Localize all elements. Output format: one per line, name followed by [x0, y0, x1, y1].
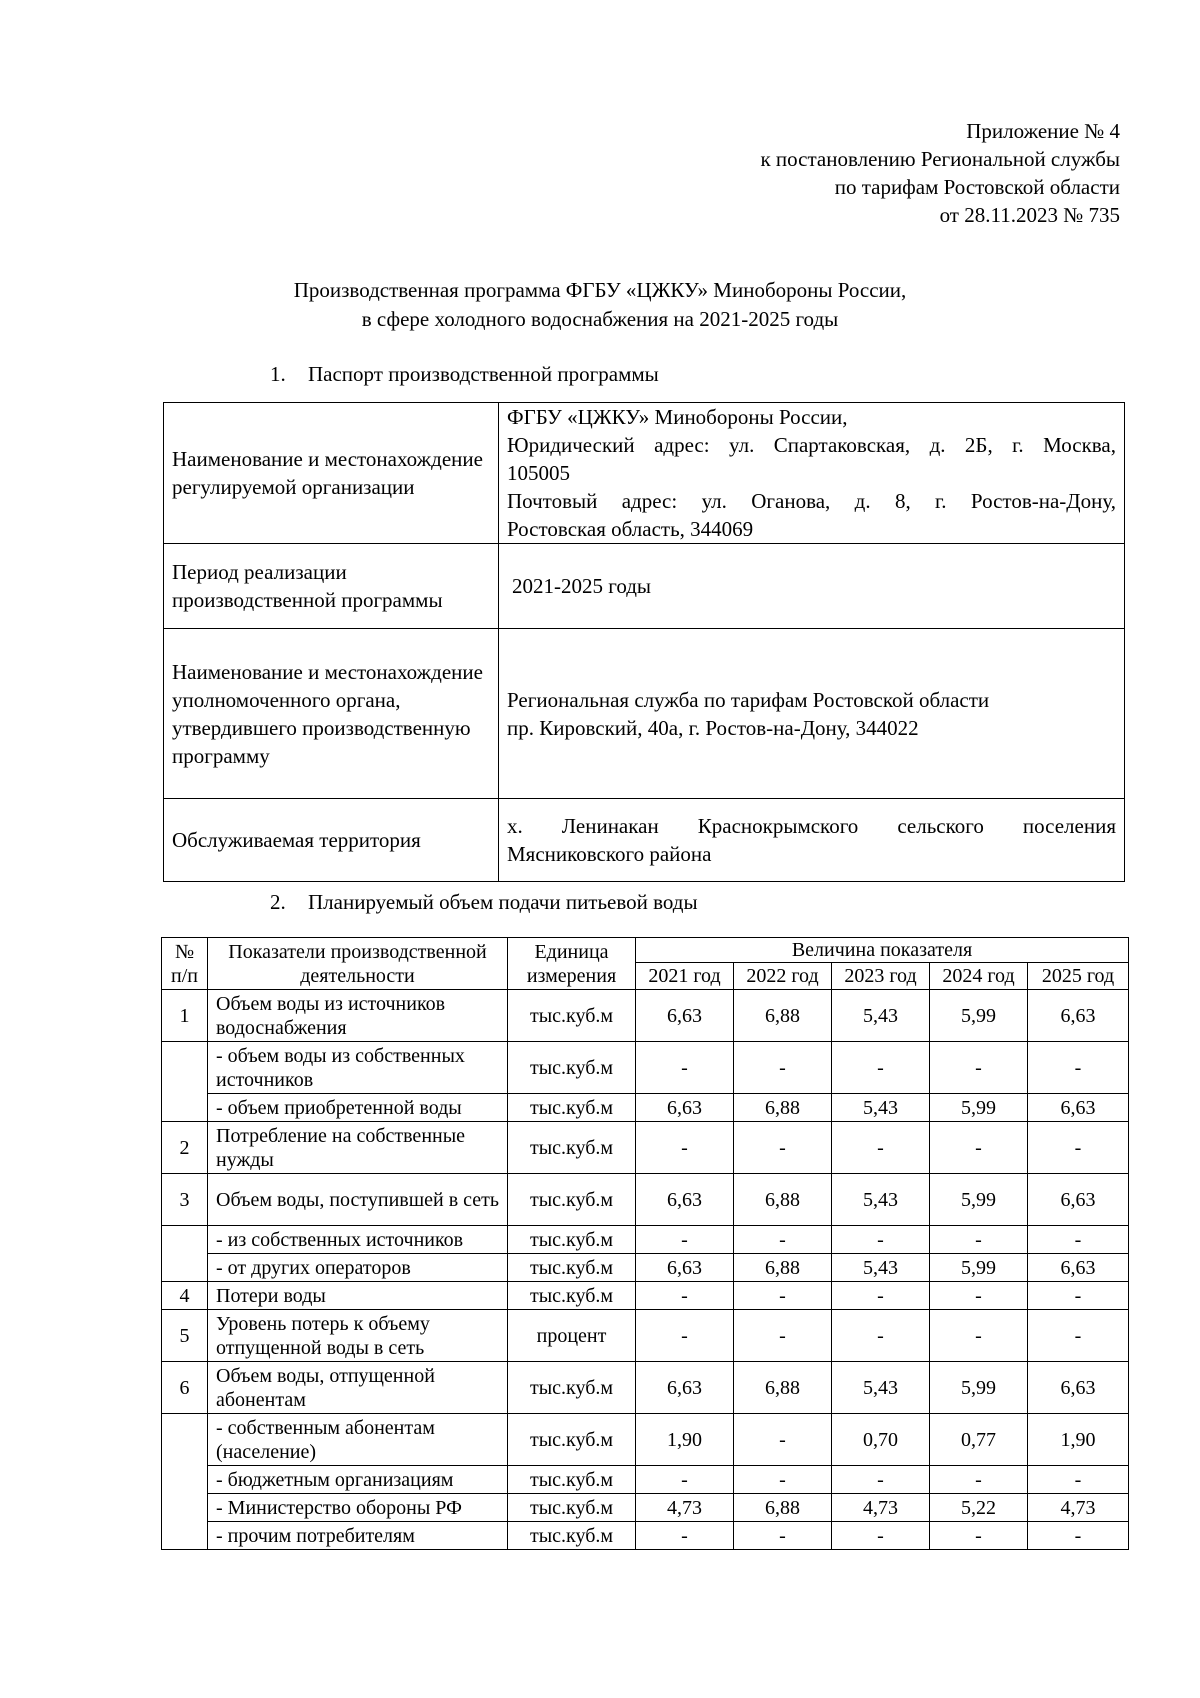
row-value: 1,90 — [1028, 1414, 1129, 1466]
row-unit: процент — [508, 1310, 636, 1362]
row-value: 5,99 — [930, 1094, 1028, 1122]
row-unit: тыс.куб.м — [508, 1174, 636, 1226]
row-value: 5,99 — [930, 1174, 1028, 1226]
section-2-number: 2. — [270, 890, 286, 914]
row-value: 6,63 — [636, 1094, 734, 1122]
row-indicator: - Министерство обороны РФ — [208, 1494, 508, 1522]
row-value: 6,63 — [636, 1174, 734, 1226]
row-indicator: Объем воды из источников водоснабжения — [208, 990, 508, 1042]
row-value: - — [1028, 1466, 1129, 1494]
row-value: 6,63 — [1028, 1094, 1129, 1122]
document-title-line-2: в сфере холодного водоснабжения на 2021-2025 годы — [361, 307, 839, 331]
row-value: - — [930, 1310, 1028, 1362]
row-unit: тыс.куб.м — [508, 1226, 636, 1254]
row-indicator: Потребление на собственные нужды — [208, 1122, 508, 1174]
row-number: 4 — [162, 1282, 208, 1310]
row-value: 6,88 — [734, 1094, 832, 1122]
row-value: 5,99 — [930, 1362, 1028, 1414]
row-value: - — [930, 1226, 1028, 1254]
section-2-title: Планируемый объем подачи питьевой воды — [308, 890, 698, 914]
legal-address: Юридический адрес: ул. Спартаковская, д. 2Б, г. Москва, — [507, 433, 1116, 457]
row-value: - — [734, 1122, 832, 1174]
row-value: 5,43 — [832, 1094, 930, 1122]
row-value: - — [832, 1042, 930, 1094]
row-value: - — [734, 1042, 832, 1094]
passport-row-authority — [164, 629, 1125, 799]
appendix-date: от 28.11.2023 № 735 — [939, 203, 1120, 227]
row-value: - — [636, 1466, 734, 1494]
row-value: 6,88 — [734, 1254, 832, 1282]
row-value: 5,43 — [832, 990, 930, 1042]
row-indicator: Объем воды, поступившей в сеть — [208, 1174, 508, 1226]
row-indicator: - от других операторов — [208, 1254, 508, 1282]
section-1-number: 1. — [270, 362, 286, 386]
row-unit: тыс.куб.м — [508, 1254, 636, 1282]
passport-label: Наименование и местонахождение уполномоченного органа, утвердившего производственную программу — [164, 629, 499, 799]
document-title — [0, 276, 1200, 334]
row-indicator: - собственным абонентам (население) — [208, 1414, 508, 1466]
row-value: - — [734, 1522, 832, 1550]
row-value: - — [636, 1522, 734, 1550]
table-row — [162, 1254, 1129, 1282]
row-value: 4,73 — [832, 1494, 930, 1522]
row-value: - — [930, 1466, 1028, 1494]
row-indicator: Объем воды, отпущенной абонентам — [208, 1362, 508, 1414]
table-row — [162, 1310, 1129, 1362]
table-header-row — [162, 938, 1129, 963]
passport-table — [163, 402, 1125, 882]
column-header-year: 2021 год — [636, 963, 734, 990]
row-value: 1,90 — [636, 1414, 734, 1466]
row-value: 6,63 — [636, 1254, 734, 1282]
passport-value-organization — [499, 403, 1125, 544]
row-value: - — [1028, 1522, 1129, 1550]
row-value: 6,63 — [1028, 990, 1129, 1042]
passport-value-period: 2021-2025 годы — [499, 544, 1125, 629]
row-value: - — [734, 1282, 832, 1310]
row-value: - — [930, 1042, 1028, 1094]
row-number — [162, 1042, 208, 1122]
section-1-title: Паспорт производственной программы — [308, 362, 659, 386]
row-value: - — [734, 1466, 832, 1494]
row-unit: тыс.куб.м — [508, 990, 636, 1042]
table-row — [162, 1414, 1129, 1466]
organization-name: ФГБУ «ЦЖКУ» Минобороны России, — [507, 405, 848, 429]
authority-address: пр. Кировский, 40а, г. Ростов-на-Дону, 344022 — [507, 715, 919, 740]
column-header-year: 2025 год — [1028, 963, 1129, 990]
table-row — [162, 1122, 1129, 1174]
row-value: - — [930, 1282, 1028, 1310]
column-header-value-group: Величина показателя — [636, 938, 1129, 963]
table-row — [162, 1174, 1129, 1226]
row-number — [162, 1414, 208, 1550]
row-value: 5,99 — [930, 1254, 1028, 1282]
passport-row-territory — [164, 799, 1125, 882]
table-row — [162, 990, 1129, 1042]
section-1-heading — [270, 361, 659, 387]
row-indicator: - прочим потребителям — [208, 1522, 508, 1550]
row-indicator: Потери воды — [208, 1282, 508, 1310]
row-value: 6,63 — [1028, 1362, 1129, 1414]
row-value: 6,63 — [636, 990, 734, 1042]
territory-line-2: Мясниковского района — [507, 842, 712, 866]
row-value: 5,99 — [930, 990, 1028, 1042]
row-value: - — [734, 1310, 832, 1362]
row-number: 3 — [162, 1174, 208, 1226]
row-value: - — [832, 1522, 930, 1550]
row-value: - — [636, 1226, 734, 1254]
row-unit: тыс.куб.м — [508, 1094, 636, 1122]
row-value: 6,88 — [734, 1174, 832, 1226]
row-value: - — [832, 1122, 930, 1174]
row-number: 1 — [162, 990, 208, 1042]
row-number: 6 — [162, 1362, 208, 1414]
column-header-year: 2023 год — [832, 963, 930, 990]
row-unit: тыс.куб.м — [508, 1362, 636, 1414]
column-header-indicator: Показатели производственной деятельности — [208, 938, 508, 990]
row-value: - — [1028, 1042, 1129, 1094]
table-row — [162, 1362, 1129, 1414]
table-row — [162, 1282, 1129, 1310]
column-header-year: 2024 год — [930, 963, 1028, 990]
row-value: 6,63 — [1028, 1254, 1129, 1282]
row-value: 4,73 — [636, 1494, 734, 1522]
table-row — [162, 1042, 1129, 1094]
row-indicator: Уровень потерь к объему отпущенной воды в сеть — [208, 1310, 508, 1362]
row-value: - — [636, 1042, 734, 1094]
appendix-number: Приложение № 4 — [966, 119, 1120, 143]
authority-name: Региональная служба по тарифам Ростовской области — [507, 687, 990, 712]
row-number — [162, 1226, 208, 1282]
row-indicator: - бюджетным организациям — [208, 1466, 508, 1494]
water-volume-table — [161, 937, 1129, 1550]
postal-address-region: Ростовская область, 344069 — [507, 517, 754, 541]
row-value: - — [1028, 1310, 1129, 1362]
passport-label: Обслуживаемая территория — [164, 799, 499, 882]
row-value: 6,63 — [636, 1362, 734, 1414]
row-unit: тыс.куб.м — [508, 1494, 636, 1522]
row-unit: тыс.куб.м — [508, 1042, 636, 1094]
row-indicator: - объем приобретенной воды — [208, 1094, 508, 1122]
row-value: 4,73 — [1028, 1494, 1129, 1522]
row-value: 6,88 — [734, 1494, 832, 1522]
row-value: 0,77 — [930, 1414, 1028, 1466]
row-number: 2 — [162, 1122, 208, 1174]
passport-value-authority — [499, 629, 1125, 799]
row-value: 6,88 — [734, 1362, 832, 1414]
row-unit: тыс.куб.м — [508, 1466, 636, 1494]
table-row — [162, 1466, 1129, 1494]
row-unit: тыс.куб.м — [508, 1522, 636, 1550]
document-title-line-1: Производственная программа ФГБУ «ЦЖКУ» Минобороны России, — [293, 278, 907, 302]
table-row — [162, 1522, 1129, 1550]
table-row — [162, 1094, 1129, 1122]
row-value: - — [636, 1122, 734, 1174]
territory-line-1: х. Ленинакан Краснокрымского сельского поселения — [507, 814, 1116, 838]
legal-address-zip: 105005 — [507, 461, 570, 485]
row-value: - — [636, 1310, 734, 1362]
row-value: - — [734, 1414, 832, 1466]
water-volume-table-body — [162, 990, 1129, 1550]
column-header-unit: Единица измерения — [508, 938, 636, 990]
table-row — [162, 1226, 1129, 1254]
row-value: 5,43 — [832, 1174, 930, 1226]
appendix-reference-line-2: по тарифам Ростовской области — [834, 175, 1120, 199]
row-indicator: - из собственных источников — [208, 1226, 508, 1254]
row-indicator: - объем воды из собственных источников — [208, 1042, 508, 1094]
row-value: 5,22 — [930, 1494, 1028, 1522]
table-row — [162, 1494, 1129, 1522]
passport-label: Период реализации производственной программы — [164, 544, 499, 629]
passport-label: Наименование и местонахождение регулируемой организации — [164, 403, 499, 544]
row-value: - — [734, 1226, 832, 1254]
appendix-header — [760, 117, 1120, 229]
passport-row-organization — [164, 403, 1125, 544]
postal-address: Почтовый адрес: ул. Оганова, д. 8, г. Ростов-на-Дону, — [507, 489, 1116, 513]
row-value: - — [832, 1310, 930, 1362]
passport-row-period — [164, 544, 1125, 629]
row-value: 5,43 — [832, 1362, 930, 1414]
row-value: - — [930, 1122, 1028, 1174]
row-unit: тыс.куб.м — [508, 1414, 636, 1466]
row-value: 0,70 — [832, 1414, 930, 1466]
column-header-year: 2022 год — [734, 963, 832, 990]
row-value: - — [832, 1466, 930, 1494]
row-unit: тыс.куб.м — [508, 1282, 636, 1310]
row-value: 6,63 — [1028, 1174, 1129, 1226]
row-value: 6,88 — [734, 990, 832, 1042]
row-number: 5 — [162, 1310, 208, 1362]
row-value: - — [636, 1282, 734, 1310]
appendix-reference-line-1: к постановлению Региональной службы — [760, 147, 1120, 171]
section-2-heading — [270, 889, 698, 915]
row-value: - — [930, 1522, 1028, 1550]
passport-value-territory — [499, 799, 1125, 882]
row-value: - — [1028, 1226, 1129, 1254]
row-value: - — [1028, 1282, 1129, 1310]
row-value: 5,43 — [832, 1254, 930, 1282]
column-header-num: № п/п — [162, 938, 208, 990]
row-value: - — [1028, 1122, 1129, 1174]
row-unit: тыс.куб.м — [508, 1122, 636, 1174]
row-value: - — [832, 1226, 930, 1254]
row-value: - — [832, 1282, 930, 1310]
